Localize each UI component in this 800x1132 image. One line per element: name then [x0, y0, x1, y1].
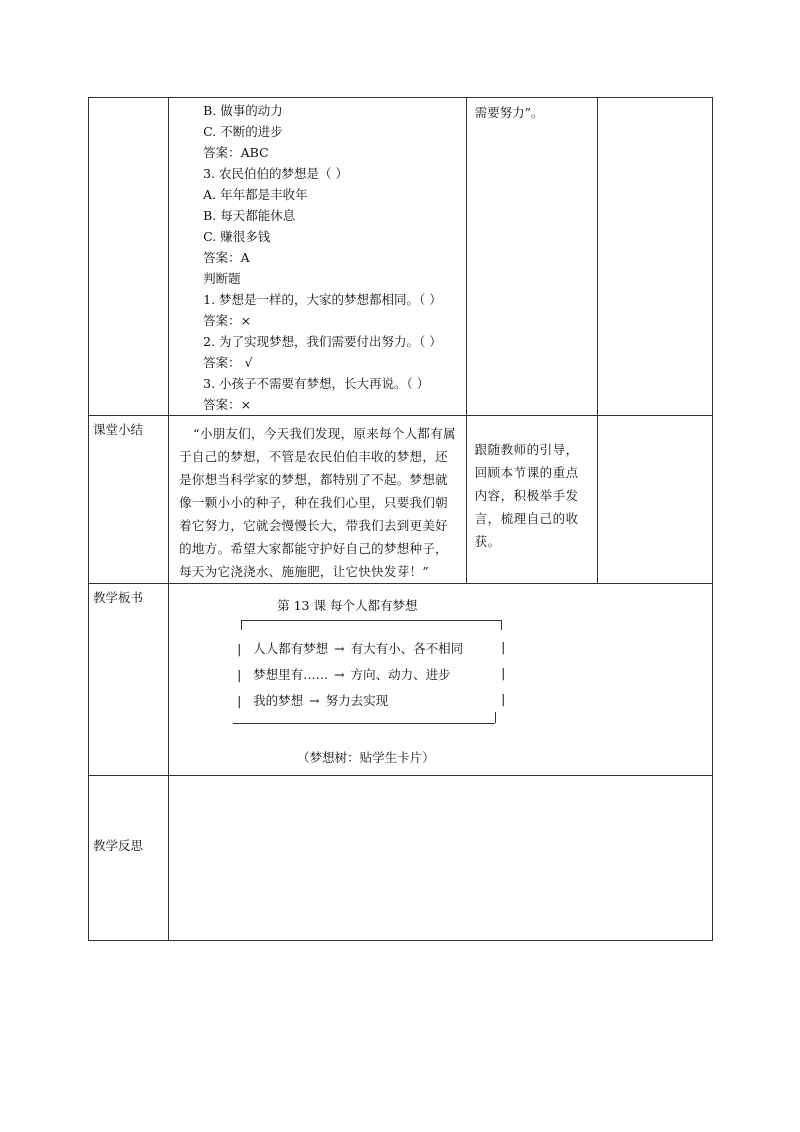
exercise-line: 1. 梦想是一样的，大家的梦想都相同。（ ）	[203, 292, 442, 307]
board-frame-bottom	[233, 723, 495, 724]
arrow-icon: →	[334, 641, 345, 656]
arrow-icon: →	[334, 667, 345, 682]
exercise-label-cell	[89, 98, 169, 416]
exercise-line: 答案：A	[203, 250, 250, 265]
exercise-line: 答案： √	[203, 355, 253, 370]
reflection-row	[89, 776, 713, 941]
exercise-line: 3. 小孩子不需要有梦想，长大再说。（ ）	[203, 376, 430, 391]
summary-student-text: 跟随教师的引导，回顾本节课的重点内容，积极举手发言，梳理自己的收获。	[474, 442, 579, 549]
exercise-line: 答案：ABC	[203, 145, 269, 160]
exercise-line: B. 每天都能休息	[203, 208, 296, 223]
exercise-extra-cell	[597, 98, 712, 416]
board-title: 第 13 课 每个人都有梦想	[277, 598, 418, 613]
exercise-line: C. 不断的进步	[203, 124, 283, 139]
board-row-3-right-bar: |	[501, 691, 506, 706]
board-frame-top	[241, 620, 501, 621]
summary-label: 课堂小结	[89, 416, 169, 584]
exercise-line: B. 做事的动力	[203, 103, 283, 118]
exercise-line: 2. 为了实现梦想，我们需要付出努力。（ ）	[203, 334, 442, 349]
board-row	[89, 584, 713, 776]
exercise-lines	[169, 98, 465, 415]
exercise-content-cell	[169, 98, 466, 416]
summary-student-cell	[466, 416, 597, 584]
exercise-line: 答案：×	[203, 313, 252, 328]
summary-row	[89, 416, 713, 584]
board-row-2-right-bar: |	[501, 665, 506, 680]
exercise-line: C. 赚很多钱	[203, 229, 271, 244]
exercise-row	[89, 98, 713, 416]
summary-teacher-text: “小朋友们，今天我们发现，原来每个人都有属于自己的梦想，不管是农民伯伯丰收的梦想，还是你想当科学家的梦想，都特别了不起。梦想就像一颗小小的种子，种在我们心里，只要我们朝着它努力，它就会慢慢长大，带我们去到更美好的地方。希望大家都能守护好自己的梦想种子，每天为它浇浇水、施施肥，让它快快发芽！”	[179, 426, 456, 579]
exercise-line: 3. 农民伯伯的梦想是（ ）	[203, 166, 348, 181]
board-frame-tick-bottom-right	[495, 712, 496, 723]
board-note: （梦想树：贴学生卡片）	[297, 750, 435, 765]
board-frame-tick-right	[501, 620, 502, 630]
blackboard-diagram	[169, 584, 712, 765]
board-row-1-right-bar: |	[501, 639, 506, 654]
board-row-1: | 人人都有梦想 → 有大有小、各不相同	[237, 641, 464, 656]
summary-content-cell	[169, 416, 466, 584]
board-frame-tick-left	[241, 620, 242, 630]
board-content-cell	[169, 584, 713, 776]
exercise-side-text: 需要努力”。	[474, 105, 544, 120]
reflection-label: 教学反思	[89, 776, 169, 941]
reflection-content-cell	[169, 776, 713, 941]
exercise-line: A. 年年都是丰收年	[203, 187, 308, 202]
exercise-line: 判断题	[203, 271, 241, 286]
arrow-icon: →	[309, 693, 320, 708]
board-label: 教学板书	[89, 584, 169, 776]
exercise-line: 答案：×	[203, 397, 252, 412]
board-row-3: | 我的梦想 → 努力去实现	[237, 693, 389, 708]
summary-extra-cell	[597, 416, 712, 584]
board-row-2: | 梦想里有…… → 方向、动力、进步	[237, 667, 451, 682]
exercise-student-cell	[466, 98, 597, 416]
lesson-plan-table	[88, 97, 713, 941]
